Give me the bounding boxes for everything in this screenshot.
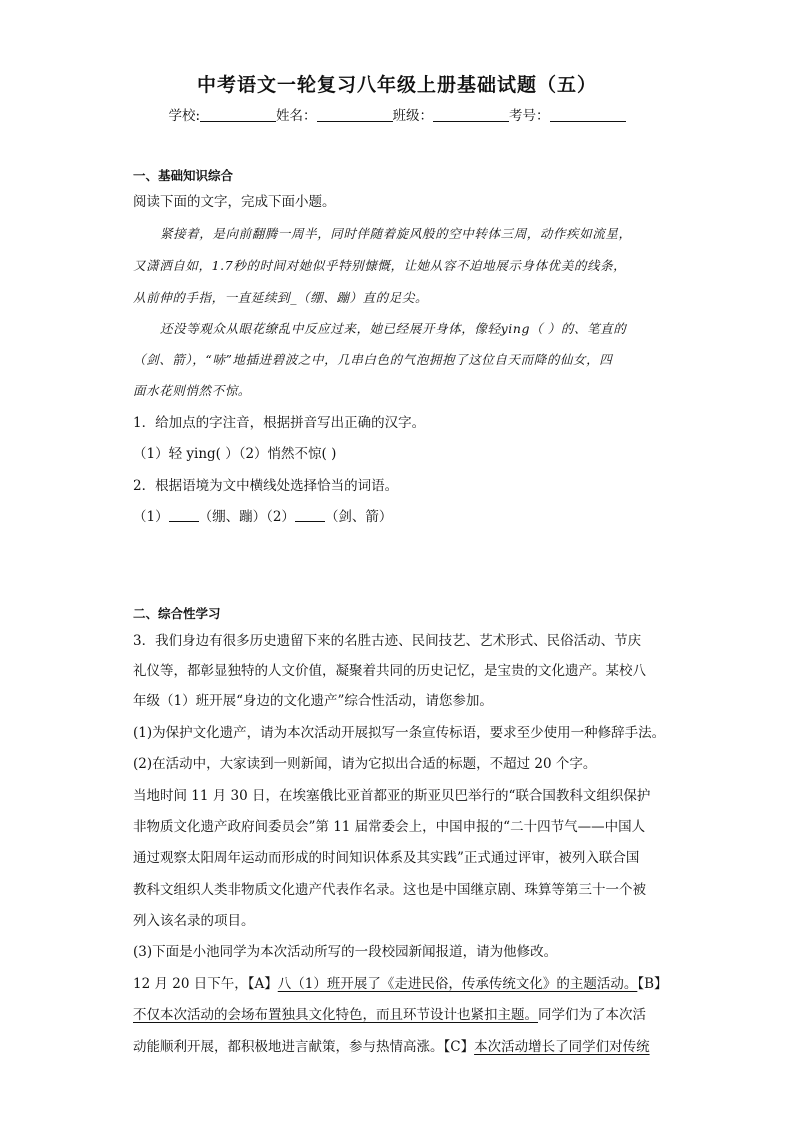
name-blank[interactable] — [317, 107, 393, 122]
report-date: 12 月 20 日下午，【A】 — [133, 976, 278, 992]
exam-no-blank[interactable] — [550, 107, 626, 122]
page-title: 中考语文一轮复习八年级上册基础试题（五） — [196, 74, 597, 96]
news-line-3: 通过观察太阳周年运动而形成的时间知识体系及其实践”正式通过评审，被列入联合国 — [133, 850, 640, 866]
exam-no-label: 考号： — [509, 108, 550, 124]
question-1: 1．给加点的字注音，根据拼音写出正确的汉字。 — [133, 415, 426, 431]
q3-sub-2: (2)在活动中，大家读到一则新闻，请为它拟出合适的标题，不超过 20 个字。 — [133, 756, 597, 772]
question-1-subparts: （1）轻 ying( ）（2）悄然不惊( ) — [133, 446, 337, 462]
student-info-line — [0, 104, 794, 124]
q2-part-2-label: （绷、蹦）（2） — [198, 509, 295, 525]
report-marker-b: 【B】 — [637, 976, 668, 992]
school-label: 学校: — [168, 108, 201, 124]
report-line-2 — [133, 1003, 646, 1023]
section-heading-1: 一、基础知识综合 — [133, 168, 234, 183]
news-line-4: 教科文组织人类非物质文化遗产代表作名录。这也是中国继京剧、珠算等第三十一个被 — [133, 882, 646, 898]
section-heading-2: 二、综合性学习 — [133, 606, 221, 621]
report-sentence-b: 不仅本次活动的会场布置独具文化特色，而且环节设计也紧扣主题。 — [133, 1007, 538, 1023]
class-blank[interactable] — [433, 107, 509, 122]
q2-answer-blank-2[interactable] — [295, 509, 325, 522]
section-intro: 阅读下面的文字，完成下面小题。 — [133, 194, 336, 210]
report-line-3 — [133, 1035, 650, 1055]
passage-line-2: 又潇洒自如，1.7秒的时间对她似乎特别慷慨，让她从容不迫地展示身体优美的线条， — [133, 258, 627, 273]
news-line-1: 当地时间 11 月 30 日，在埃塞俄比亚首都亚的斯亚贝巴举行的“联合国教科文组织保护 — [133, 788, 651, 804]
passage-line-4: 还没等观众从眼花缭乱中反应过来，她已经展开身体，像轻ying（ ）的、笔直的 — [160, 321, 627, 336]
name-label: 姓名： — [276, 108, 317, 124]
school-blank[interactable] — [200, 107, 276, 122]
news-line-2: 非物质文化遗产政府间委员会”第 11 届常委会上，中国申报的“二十四节气——中国人 — [133, 819, 646, 835]
q2-part-1-label: （1） — [133, 509, 169, 525]
report-sentence-a: 八（1）班开展了《走进民俗，传承传统文化》的主题活动。 — [277, 976, 638, 992]
report-line-1 — [133, 972, 668, 992]
q2-answer-blank-1[interactable] — [169, 509, 199, 522]
question-2: 2．根据语境为文中横线处选择恰当的词语。 — [133, 478, 399, 494]
q3-line-2: 礼仪等，都彰显独特的人文价值，凝聚着共同的历史记忆，是宝贵的文化遗产。某校八 — [133, 663, 646, 679]
passage-line-6: 面水花则悄然不惊。 — [133, 383, 251, 398]
q3-line-1: 3．我们身边有很多历史遗留下来的名胜古迹、民间技艺、艺术形式、民俗活动、节庆 — [133, 633, 642, 649]
question-2-subparts — [133, 505, 392, 525]
passage-line-5: （剑、箭），“哧”地插进碧波之中，几串白色的气泡拥抱了这位自天而降的仙女，四 — [133, 352, 613, 367]
class-label: 班级： — [392, 108, 434, 124]
passage-line-1: 紧接着，是向前翻腾一周半，同时伴随着旋风般的空中转体三周，动作疾如流星， — [160, 226, 632, 241]
q3-line-3: 年级（1）班开展“身边的文化遗产”综合性活动，请您参加。 — [133, 693, 493, 709]
q2-part-2-options: （剑、箭） — [324, 509, 393, 525]
q3-sub-3: (3)下面是小池同学为本次活动所写的一段校园新闻报道，请为他修改。 — [133, 944, 558, 960]
report-line-2-rest: 同学们为了本次活 — [538, 1007, 646, 1023]
passage-line-3: 从前伸的手指，一直延续到_（绷、蹦）直的足尖。 — [133, 290, 429, 305]
report-line-3-start: 动能顺利开展，都积极地进言献策，参与热情高涨。【C】 — [133, 1039, 475, 1055]
news-line-5: 列入该名录的项目。 — [133, 913, 255, 929]
q3-sub-1: (1)为保护文化遗产，请为本次活动开展拟写一条宣传标语，要求至少使用一种修辞手法。 — [133, 725, 666, 741]
report-sentence-c: 本次活动增长了同学们对传统 — [474, 1039, 650, 1055]
